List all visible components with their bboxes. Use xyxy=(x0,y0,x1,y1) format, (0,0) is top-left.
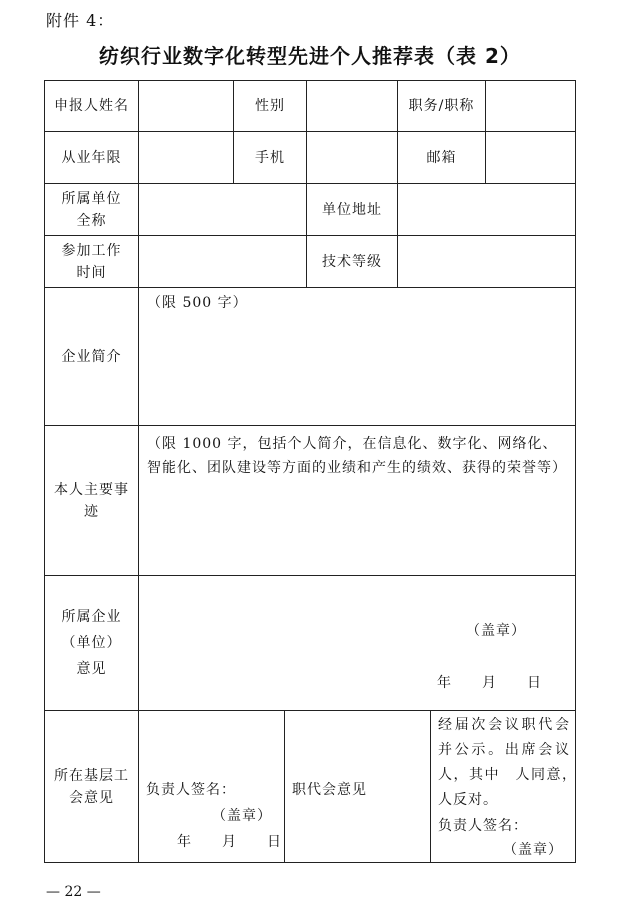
label-company-opinion-line2: （单位） xyxy=(61,635,122,651)
field-congress-opinion[interactable] xyxy=(284,710,431,863)
field-unit-address[interactable] xyxy=(397,183,576,236)
union-date: 年 月 日 xyxy=(177,834,282,850)
label-unit-name-line1: 所属单位 xyxy=(61,190,122,207)
field-position[interactable] xyxy=(485,80,576,132)
label-unit-name-line2: 全称 xyxy=(76,212,107,229)
label-gender: 性别 xyxy=(233,80,307,132)
union-stamp: （盖章） xyxy=(212,808,272,824)
field-main-deeds[interactable] xyxy=(138,425,576,576)
main-deeds-hint: （限 1000 字，包括个人简介，在信息化、数字化、网络化、智能化、团队建设等方面的业绩和产生的绩效、获得的荣誉等） xyxy=(147,436,567,476)
label-work-time xyxy=(44,235,139,288)
label-unit-address: 单位地址 xyxy=(306,183,398,236)
page-number: — 22 — xyxy=(46,884,101,900)
label-applicant-name: 申报人姓名 xyxy=(44,80,139,132)
label-position: 职务/职称 xyxy=(397,80,486,132)
field-email[interactable] xyxy=(485,131,576,184)
label-main-deeds-line1: 本人主要事 xyxy=(54,481,129,498)
field-company-opinion[interactable] xyxy=(138,575,576,711)
field-phone[interactable] xyxy=(306,131,398,184)
company-date: 年 月 日 xyxy=(437,675,542,691)
field-work-time[interactable] xyxy=(138,235,307,288)
label-email: 邮箱 xyxy=(397,131,486,184)
label-company-opinion-line3: 意见 xyxy=(76,661,107,677)
field-applicant-name[interactable] xyxy=(138,80,234,132)
form-title: 纺织行业数字化转型先进个人推荐表（表 2） xyxy=(99,44,521,68)
label-company-opinion xyxy=(44,575,139,711)
field-company-intro[interactable] xyxy=(138,287,576,426)
field-congress-note[interactable] xyxy=(430,710,585,863)
label-company-intro: 企业简介 xyxy=(44,287,139,426)
congress-note: 经届次会议职代会并公示。出席会议 人，其中 人同意， 人反对。 xyxy=(438,717,585,808)
label-tech-level: 技术等级 xyxy=(306,235,398,288)
label-phone: 手机 xyxy=(233,131,307,184)
field-union-opinion[interactable] xyxy=(138,710,285,863)
field-gender[interactable] xyxy=(306,80,398,132)
label-unit-name xyxy=(44,183,139,236)
company-stamp: （盖章） xyxy=(466,623,526,639)
label-work-time-line1: 参加工作 xyxy=(61,242,122,259)
label-company-opinion-line1: 所属企业 xyxy=(61,609,122,625)
congress-opinion-label: 职代会意见 xyxy=(292,782,367,798)
label-union-opinion-line2: 会意见 xyxy=(69,789,114,806)
union-signer: 负责人签名： xyxy=(146,782,236,798)
label-main-deeds xyxy=(44,425,139,576)
label-work-time-line2: 时间 xyxy=(76,264,107,281)
attachment-label: 附件 4： xyxy=(46,11,115,30)
label-years: 从业年限 xyxy=(44,131,139,184)
company-intro-hint: （限 500 字） xyxy=(147,295,248,311)
field-years[interactable] xyxy=(138,131,234,184)
field-unit-name[interactable] xyxy=(138,183,307,236)
label-union-opinion-line1: 所在基层工 xyxy=(54,767,129,784)
field-tech-level[interactable] xyxy=(397,235,576,288)
congress-stamp: （盖章） xyxy=(503,842,563,858)
congress-signer: 负责人签名： xyxy=(438,818,528,834)
label-union-opinion xyxy=(44,710,139,863)
label-main-deeds-line2: 迹 xyxy=(84,503,99,520)
